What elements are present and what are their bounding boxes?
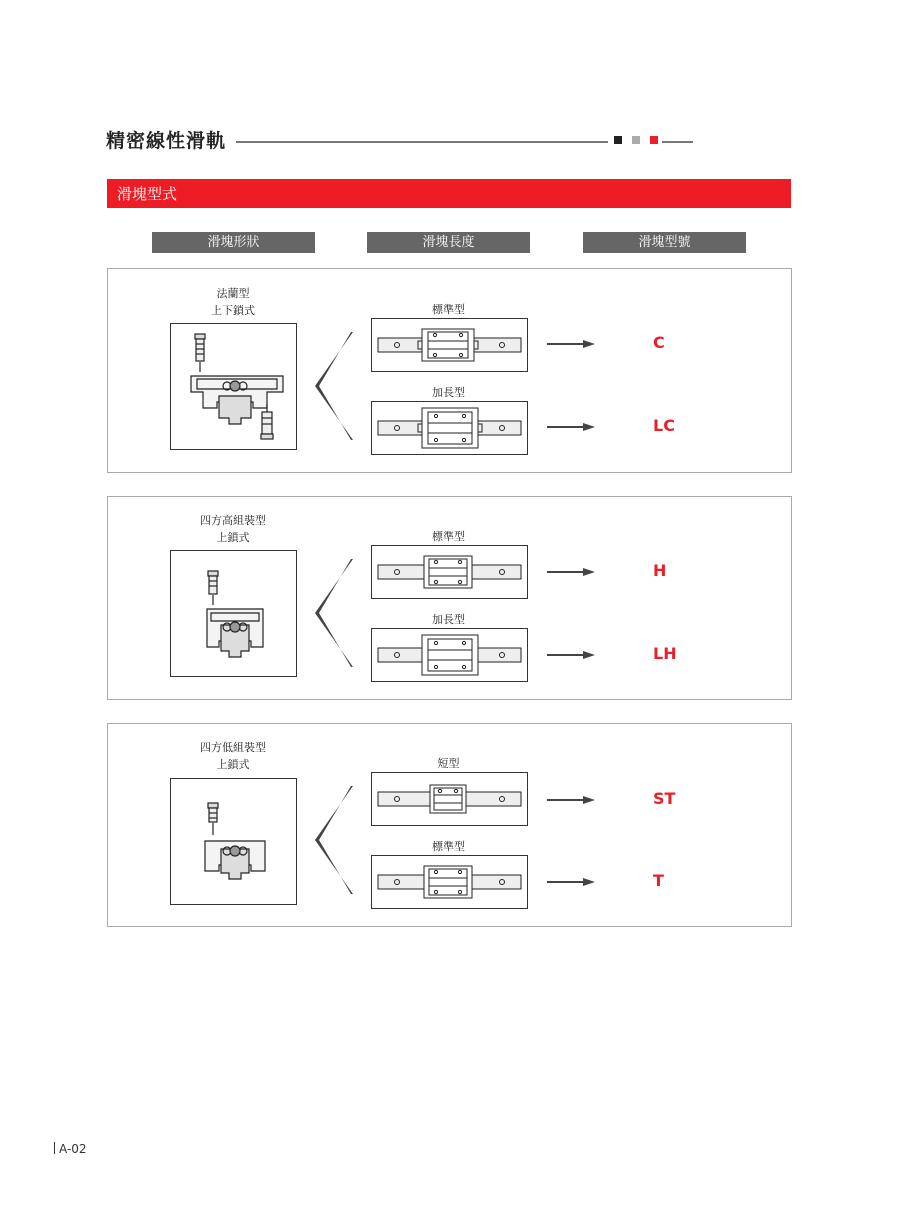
length-label: 加長型 (432, 386, 465, 399)
shape-label (152, 285, 314, 319)
column-header-length: 滑塊長度 (367, 232, 530, 253)
shape-label-line2: 上鎖式 (216, 758, 250, 771)
page-title: 精密線性滑軌 (106, 130, 227, 152)
shape-label-line1: 四方高組裝型 (200, 514, 266, 527)
branch-wedge-icon (313, 330, 355, 442)
branch-wedge-icon (313, 557, 355, 669)
square-red-icon (650, 136, 658, 144)
shape-label-line1: 法蘭型 (216, 287, 250, 300)
shape-label (152, 512, 314, 546)
shape-label (152, 739, 314, 773)
square-dark-icon (614, 136, 622, 144)
length-label: 標準型 (432, 530, 465, 543)
branch-wedge-icon (313, 784, 355, 896)
shape-label-line2: 上下鎖式 (211, 304, 255, 317)
title-rule (236, 141, 608, 143)
arrow-icon (547, 422, 595, 432)
rail-top-view-drawing (371, 545, 528, 599)
rail-top-view-drawing (371, 855, 528, 909)
model-code: LH (653, 644, 677, 663)
arrow-icon (547, 567, 595, 577)
shape-label-line1: 四方低組裝型 (200, 741, 266, 754)
model-code: H (653, 561, 667, 580)
rail-top-view-drawing (371, 772, 528, 826)
square-low-block-drawing (170, 778, 297, 905)
page-number (54, 1142, 87, 1156)
column-header-shape: 滑塊形狀 (152, 232, 315, 253)
length-label: 標準型 (432, 303, 465, 316)
column-header-model: 滑塊型號 (583, 232, 746, 253)
length-label: 加長型 (432, 613, 465, 626)
title-rule-tail (662, 141, 693, 143)
model-code: ST (653, 789, 676, 808)
length-label: 標準型 (432, 840, 465, 853)
model-code: LC (653, 416, 675, 435)
arrow-icon (547, 339, 595, 349)
model-code: C (653, 333, 665, 352)
section-title: 滑塊型式 (117, 185, 178, 203)
square-high-block-drawing (170, 550, 297, 677)
length-label: 短型 (437, 757, 460, 770)
rail-top-view-drawing (371, 318, 528, 372)
section-bar (107, 179, 791, 208)
rail-top-view-drawing (371, 401, 528, 455)
arrow-icon (547, 650, 595, 660)
arrow-icon (547, 877, 595, 887)
shape-label-line2: 上鎖式 (216, 531, 250, 544)
arrow-icon (547, 795, 595, 805)
flange-block-drawing (170, 323, 297, 450)
footer-divider (54, 1142, 55, 1154)
model-code: T (653, 871, 664, 890)
page-number-text: A-02 (59, 1142, 87, 1156)
square-gray-icon (632, 136, 640, 144)
rail-top-view-drawing (371, 628, 528, 682)
